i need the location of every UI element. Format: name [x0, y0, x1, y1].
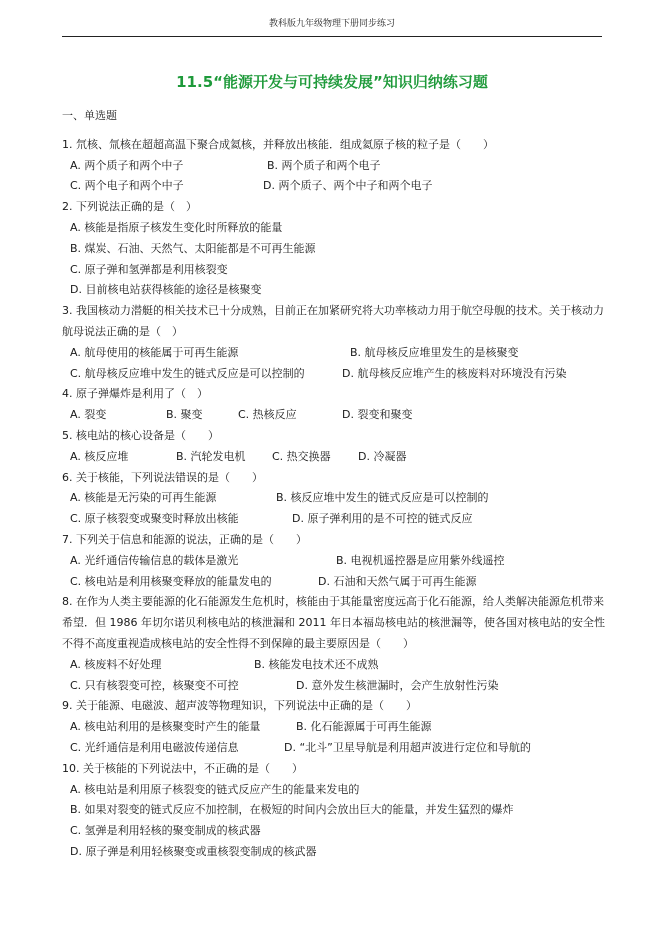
option-d: D. 原子弹利用的是不可控的链式反应 — [292, 512, 473, 526]
option-b: B. 汽轮发电机 — [176, 449, 246, 463]
option-a: A. 两个质子和两个中子 — [70, 158, 184, 172]
page-title: 11.5“能源开发与可持续发展”知识归纳练习题 — [176, 73, 488, 91]
option-b: B. 核能发电技术还不成熟 — [254, 657, 379, 671]
option-row — [62, 488, 610, 509]
option-c: C. 两个电子和两个中子 — [70, 179, 184, 193]
question-text: 10. 关于核能的下列说法中，不正确的是（ ） — [62, 761, 303, 775]
page-header: 教科版九年级物理下册同步练习 — [268, 19, 395, 29]
option-b: B. 电视机遥控器是应用紫外线遥控 — [336, 553, 505, 567]
question-text: 8. 在作为人类主要能源的化石能源发生危机时，核能由于其能量密度远高于化石能源，给人类解决能源危机带来希望．但 1986 年切尔诺贝利核电站的核泄漏和 2011 年日本福岛核电站的核泄漏等，使各国对核电站的安全性不得不高度重视造成核电站的安全性得不到保障的最主要原因是（ ） — [62, 595, 605, 650]
option-row — [62, 176, 610, 197]
option-row — [62, 405, 610, 426]
option-row — [62, 717, 610, 738]
question-text: 4. 原子弹爆炸是利用了（ ） — [62, 387, 208, 401]
option-row — [62, 655, 610, 676]
question-text: 1. 氘核、氚核在超超高温下聚合成氦核，并释放出核能．组成氦原子核的粒子是（ ） — [62, 137, 494, 151]
question-8 — [62, 592, 610, 696]
option-row — [62, 572, 610, 593]
question-1 — [62, 135, 610, 197]
option-c: C. 原子核裂变或聚变时释放出核能 — [70, 512, 239, 526]
question-6 — [62, 468, 610, 530]
option-d: D. 冷凝器 — [358, 449, 407, 463]
option-a: A. 核电站利用的是核聚变时产生的能量 — [70, 720, 261, 734]
option-a: A. 裂变 — [70, 408, 107, 422]
question-4 — [62, 384, 610, 426]
option-d: D. 石油和天然气属于可再生能源 — [318, 574, 477, 588]
question-text: 6. 关于核能，下列说法错误的是（ ） — [62, 470, 263, 484]
option-row — [62, 343, 610, 364]
option-row — [62, 676, 610, 697]
option-row — [62, 156, 610, 177]
option-d: D. 原子弹是利用轻核聚变或重核裂变制成的核武器 — [70, 844, 317, 858]
option-d: D. 目前核电站获得核能的途径是核聚变 — [70, 283, 262, 297]
question-9 — [62, 696, 610, 758]
option-d: D. 裂变和聚变 — [342, 408, 413, 422]
option-b: B. 化石能源属于可再生能源 — [296, 720, 432, 734]
question-text: 9. 关于能源、电磁波、超声波等物理知识，下列说法中正确的是（ ） — [62, 699, 417, 713]
question-text: 5. 核电站的核心设备是（ ） — [62, 428, 219, 442]
option-a: A. 核能是无污染的可再生能源 — [70, 491, 217, 505]
option-row — [62, 447, 610, 468]
option-a: A. 核反应堆 — [70, 449, 129, 463]
option-row — [62, 738, 610, 759]
option-c: C. 氢弹是利用轻核的聚变制成的核武器 — [70, 824, 261, 838]
option-c: C. 热核反应 — [238, 408, 297, 422]
question-text: 7. 下列关于信息和能源的说法，正确的是（ ） — [62, 532, 307, 546]
question-7 — [62, 530, 610, 592]
question-text: 2. 下列说法正确的是（ ） — [62, 200, 197, 214]
option-b: B. 核反应堆中发生的链式反应是可以控制的 — [276, 491, 489, 505]
option-b: B. 两个质子和两个电子 — [267, 158, 381, 172]
option-b: B. 聚变 — [166, 408, 203, 422]
option-a: A. 光纤通信传输信息的载体是激光 — [70, 553, 239, 567]
option-c: C. 核电站是利用核聚变释放的能量发电的 — [70, 574, 272, 588]
question-5 — [62, 426, 610, 468]
option-a: A. 核电站是利用原子核裂变的链式反应产生的能量来发电的 — [70, 782, 360, 796]
option-a: A. 核能是指原子核发生变化时所释放的能量 — [70, 220, 283, 234]
option-d: D. 两个质子、两个中子和两个电子 — [263, 179, 433, 193]
option-d: D. 意外发生核泄漏时，会产生放射性污染 — [296, 678, 499, 692]
question-3 — [62, 301, 610, 384]
question-10 — [62, 759, 610, 863]
option-c: C. 光纤通信是利用电磁波传递信息 — [70, 740, 239, 754]
option-b: B. 如果对裂变的链式反应不加控制，在极短的时间内会放出巨大的能量，并发生猛烈的爆炸 — [70, 803, 514, 817]
section-heading: 一、单选题 — [62, 109, 117, 122]
option-row — [62, 509, 610, 530]
option-c: C. 航母核反应堆中发生的链式反应是可以控制的 — [70, 366, 305, 380]
option-b: B. 煤炭、石油、天然气、太阳能都是不可再生能源 — [70, 241, 316, 255]
question-2 — [62, 197, 610, 301]
worksheet-body — [62, 106, 610, 863]
option-b: B. 航母核反应堆里发生的是核聚变 — [350, 345, 519, 359]
option-d: D. 航母核反应堆产生的核废料对环境没有污染 — [342, 366, 567, 380]
option-c: C. 原子弹和氢弹都是利用核裂变 — [70, 262, 228, 276]
header-divider — [62, 36, 602, 37]
option-d: D. “北斗”卫星导航是利用超声波进行定位和导航的 — [284, 740, 531, 754]
option-c: C. 热交换器 — [272, 449, 331, 463]
question-text: 3. 我国核动力潜艇的相关技术已十分成熟，目前正在加紧研究将大功率核动力用于航空母舰的技术。关于核动力航母说法正确的是（ ） — [62, 304, 604, 338]
option-row — [62, 551, 610, 572]
option-c: C. 只有核裂变可控，核聚变不可控 — [70, 678, 239, 692]
option-row — [62, 364, 610, 385]
option-a: A. 核废料不好处理 — [70, 657, 162, 671]
option-a: A. 航母使用的核能属于可再生能源 — [70, 345, 239, 359]
